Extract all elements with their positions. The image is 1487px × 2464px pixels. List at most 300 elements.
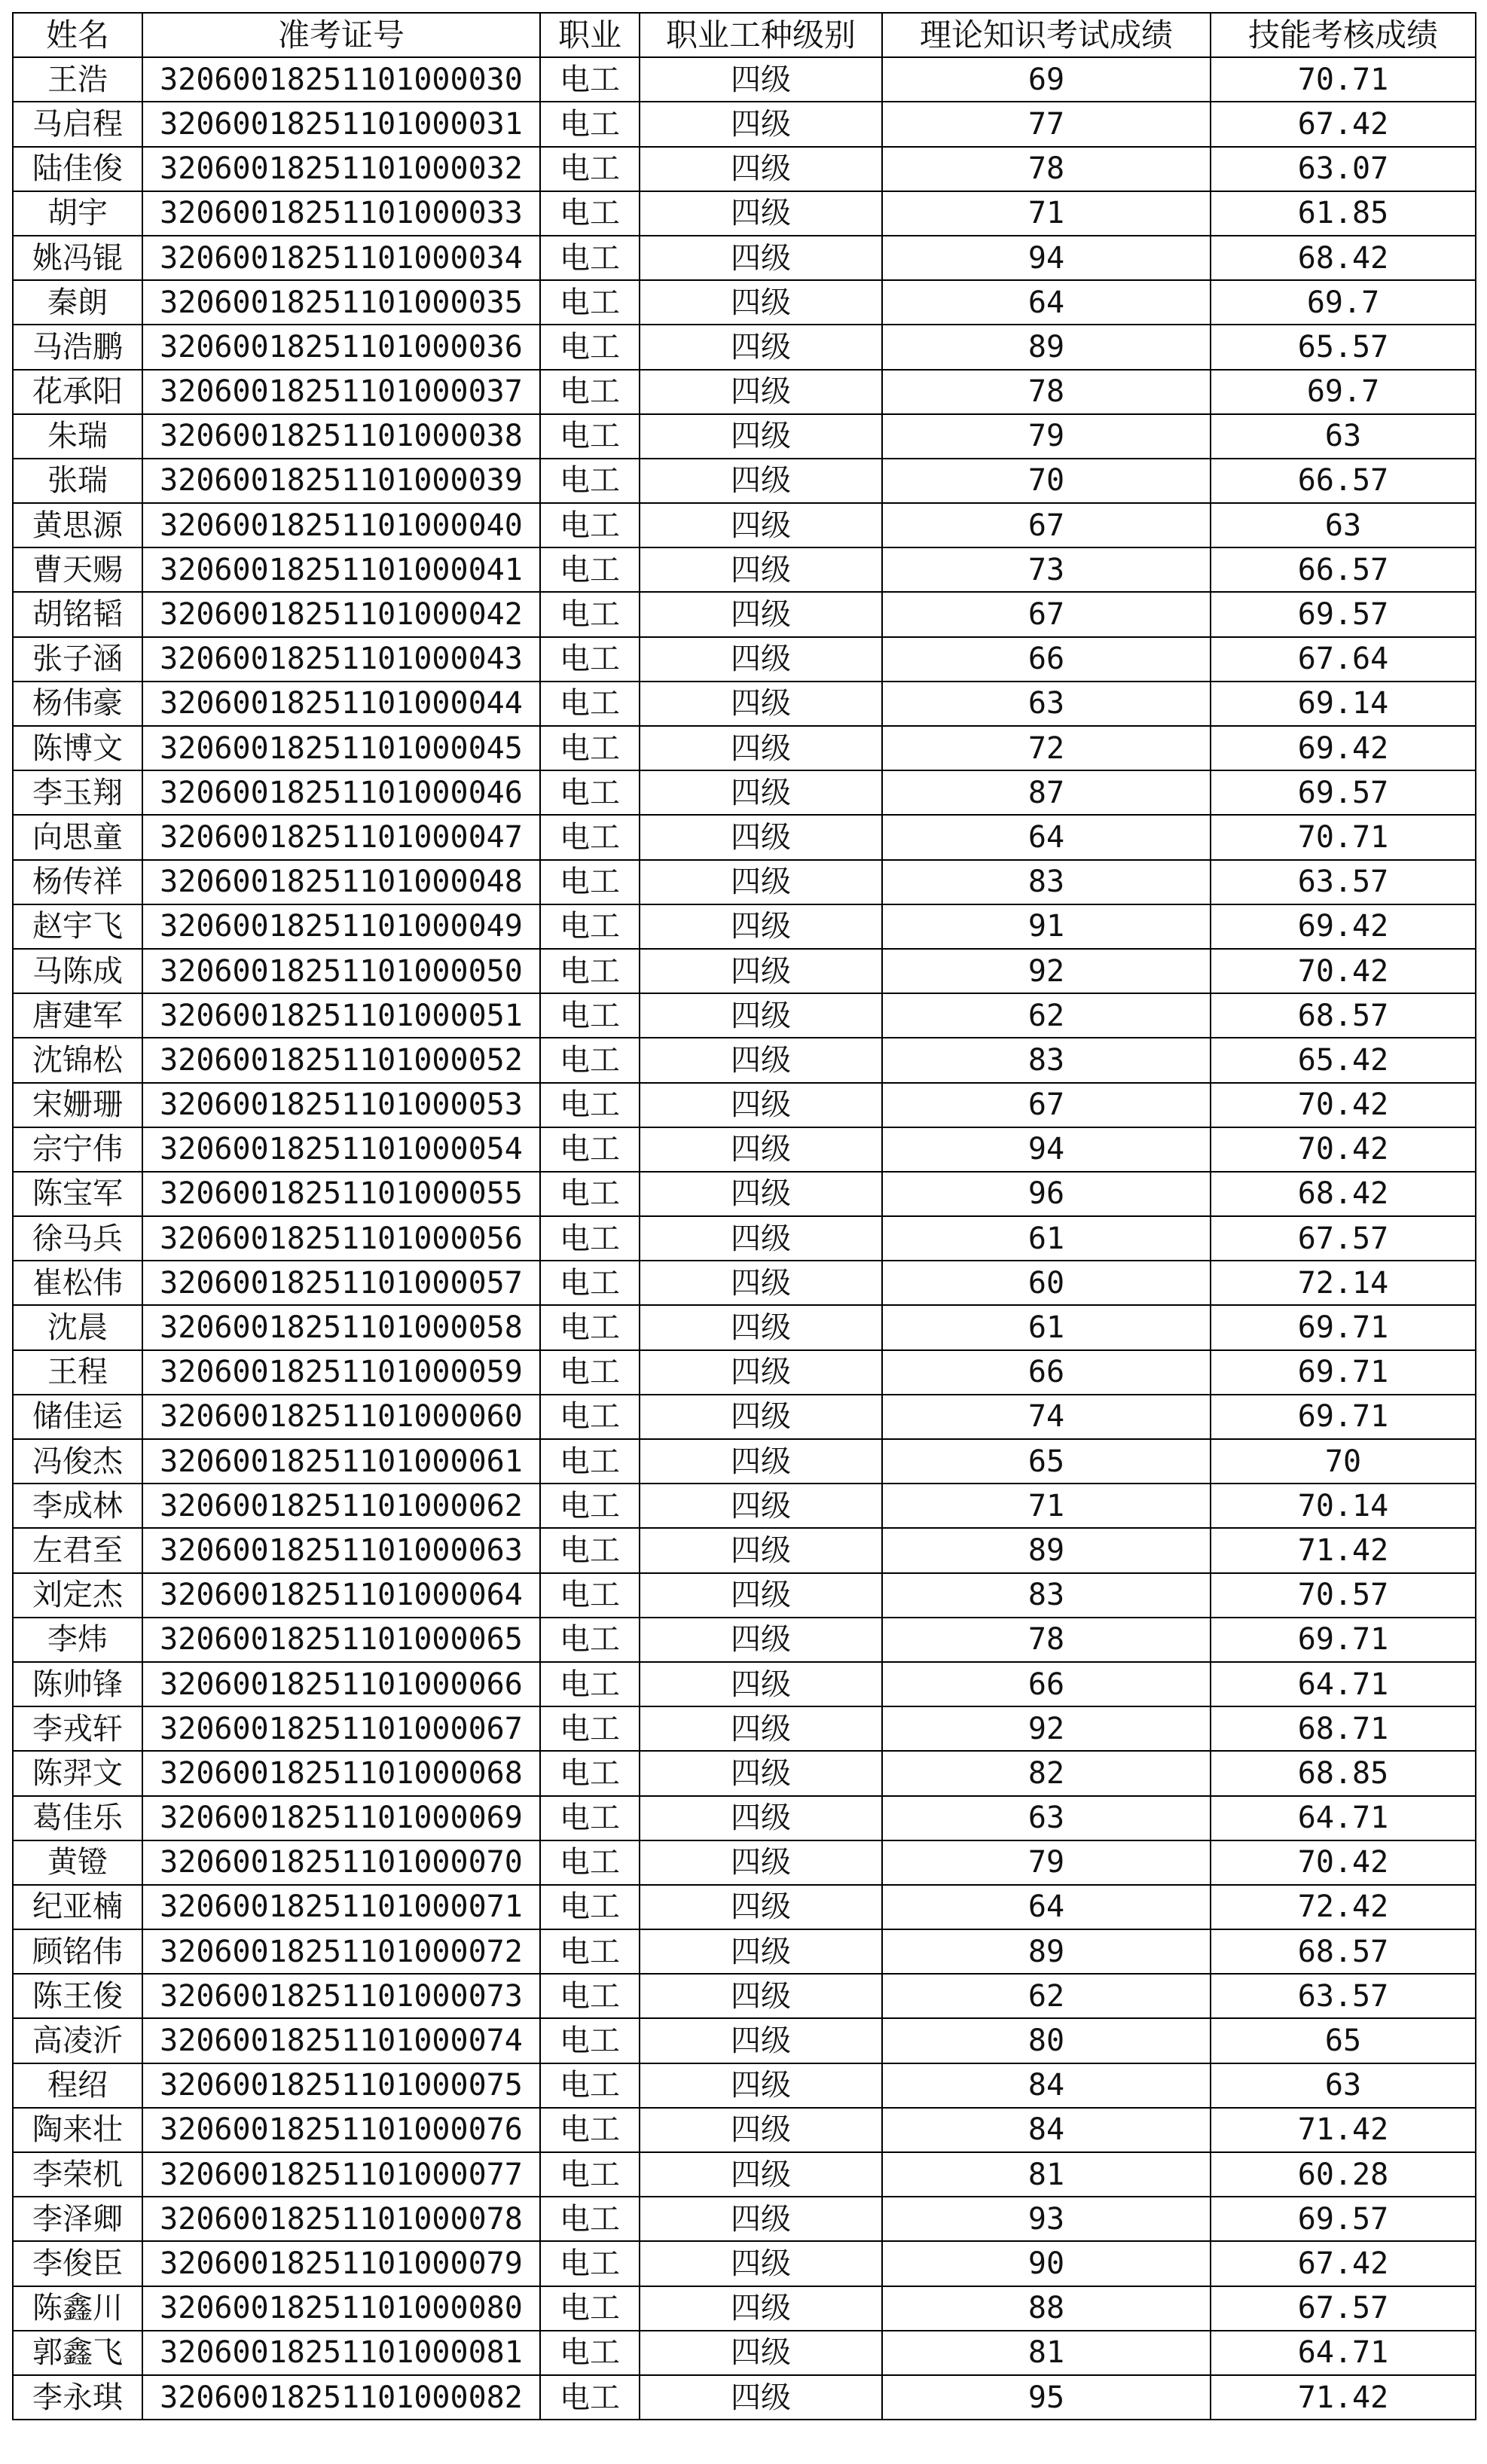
table-row [13,459,1476,503]
cell-exam-id: 32060018251101000031 [142,102,540,146]
cell-name: 胡宇 [13,191,142,236]
table-row [13,2286,1476,2331]
cell-exam-id: 32060018251101000030 [142,57,540,102]
table-row [13,280,1476,325]
cell-name: 向思童 [13,815,142,859]
cell-skill-score: 67.42 [1211,102,1476,146]
cell-level: 四级 [640,147,882,191]
cell-level: 四级 [640,1751,882,1795]
cell-exam-id: 32060018251101000033 [142,191,540,236]
cell-theory-score: 79 [882,1840,1211,1885]
cell-level: 四级 [640,280,882,325]
cell-level: 四级 [640,904,882,949]
cell-theory-score: 74 [882,1395,1211,1439]
cell-occupation: 电工 [540,1840,640,1885]
cell-skill-score: 63 [1211,503,1476,547]
table-row [13,770,1476,815]
cell-theory-score: 90 [882,2241,1211,2286]
cell-name: 刘定杰 [13,1573,142,1618]
cell-level: 四级 [640,949,882,993]
table-row [13,1618,1476,1662]
cell-name: 王程 [13,1350,142,1395]
cell-theory-score: 62 [882,1974,1211,2018]
cell-occupation: 电工 [540,2286,640,2331]
cell-exam-id: 32060018251101000037 [142,370,540,414]
cell-exam-id: 32060018251101000068 [142,1751,540,1795]
cell-occupation: 电工 [540,459,640,503]
cell-skill-score: 66.57 [1211,459,1476,503]
cell-name: 杨传祥 [13,860,142,904]
cell-occupation: 电工 [540,1038,640,1082]
cell-occupation: 电工 [540,1662,640,1706]
cell-skill-score: 69.57 [1211,2197,1476,2241]
cell-exam-id: 32060018251101000062 [142,1484,540,1528]
cell-occupation: 电工 [540,1127,640,1172]
cell-name: 花承阳 [13,370,142,414]
cell-name: 陈羿文 [13,1751,142,1795]
cell-exam-id: 32060018251101000040 [142,503,540,547]
cell-skill-score: 69.71 [1211,1305,1476,1349]
cell-occupation: 电工 [540,2197,640,2241]
table-row [13,2063,1476,2108]
cell-level: 四级 [640,547,882,592]
cell-skill-score: 70 [1211,1439,1476,1484]
cell-skill-score: 60.28 [1211,2152,1476,2197]
cell-name: 左君至 [13,1528,142,1572]
cell-skill-score: 70.71 [1211,815,1476,859]
cell-occupation: 电工 [540,1261,640,1305]
cell-occupation: 电工 [540,637,640,682]
cell-level: 四级 [640,1172,882,1216]
cell-skill-score: 68.85 [1211,1751,1476,1795]
cell-exam-id: 32060018251101000046 [142,770,540,815]
cell-skill-score: 69.7 [1211,280,1476,325]
cell-occupation: 电工 [540,1439,640,1484]
table-row [13,682,1476,726]
cell-skill-score: 65 [1211,2018,1476,2063]
cell-occupation: 电工 [540,414,640,459]
cell-name: 宋姗珊 [13,1083,142,1127]
cell-occupation: 电工 [540,1573,640,1618]
header-name: 姓名 [13,13,142,57]
cell-level: 四级 [640,414,882,459]
table-row [13,1885,1476,1929]
cell-occupation: 电工 [540,147,640,191]
table-row [13,1172,1476,1216]
cell-theory-score: 78 [882,1618,1211,1662]
cell-occupation: 电工 [540,57,640,102]
cell-theory-score: 89 [882,325,1211,369]
cell-exam-id: 32060018251101000064 [142,1573,540,1618]
cell-theory-score: 78 [882,370,1211,414]
cell-skill-score: 63.57 [1211,860,1476,904]
cell-level: 四级 [640,1974,882,2018]
cell-occupation: 电工 [540,1083,640,1127]
cell-skill-score: 70.42 [1211,1083,1476,1127]
cell-name: 马浩鹏 [13,325,142,369]
cell-occupation: 电工 [540,993,640,1038]
table-row [13,1573,1476,1618]
table-row [13,1528,1476,1572]
cell-occupation: 电工 [540,1885,640,1929]
cell-exam-id: 32060018251101000045 [142,726,540,770]
cell-exam-id: 32060018251101000042 [142,592,540,636]
cell-name: 陈博文 [13,726,142,770]
cell-exam-id: 32060018251101000074 [142,2018,540,2063]
cell-theory-score: 91 [882,904,1211,949]
cell-name: 陆佳俊 [13,147,142,191]
cell-theory-score: 84 [882,2108,1211,2152]
cell-name: 葛佳乐 [13,1796,142,1840]
cell-skill-score: 72.14 [1211,1261,1476,1305]
cell-theory-score: 83 [882,1573,1211,1618]
cell-level: 四级 [640,993,882,1038]
cell-skill-score: 68.71 [1211,1706,1476,1751]
table-row [13,1261,1476,1305]
table-row [13,2331,1476,2375]
cell-skill-score: 63.57 [1211,1974,1476,2018]
cell-occupation: 电工 [540,1528,640,1572]
table-row [13,1484,1476,1528]
cell-level: 四级 [640,2152,882,2197]
cell-name: 沈锦松 [13,1038,142,1082]
cell-name: 宗宁伟 [13,1127,142,1172]
cell-exam-id: 32060018251101000050 [142,949,540,993]
cell-level: 四级 [640,325,882,369]
cell-theory-score: 66 [882,1662,1211,1706]
cell-skill-score: 67.42 [1211,2241,1476,2286]
cell-theory-score: 70 [882,459,1211,503]
cell-name: 李戎轩 [13,1706,142,1751]
header-exam-id: 准考证号 [142,13,540,57]
cell-name: 姚冯锟 [13,236,142,280]
cell-theory-score: 89 [882,1528,1211,1572]
cell-theory-score: 73 [882,547,1211,592]
cell-level: 四级 [640,1528,882,1572]
table-row [13,993,1476,1038]
cell-skill-score: 65.57 [1211,325,1476,369]
cell-name: 黄镫 [13,1840,142,1885]
cell-name: 高凌沂 [13,2018,142,2063]
cell-exam-id: 32060018251101000052 [142,1038,540,1082]
table-row [13,191,1476,236]
cell-skill-score: 70.57 [1211,1573,1476,1618]
cell-theory-score: 64 [882,815,1211,859]
cell-level: 四级 [640,2331,882,2375]
cell-skill-score: 70.42 [1211,949,1476,993]
cell-name: 陈王俊 [13,1974,142,2018]
table-row [13,1127,1476,1172]
cell-exam-id: 32060018251101000044 [142,682,540,726]
cell-occupation: 电工 [540,904,640,949]
table-body [13,57,1476,2420]
cell-level: 四级 [640,637,882,682]
cell-occupation: 电工 [540,191,640,236]
table-row [13,1974,1476,2018]
cell-theory-score: 79 [882,414,1211,459]
cell-name: 陈宝军 [13,1172,142,1216]
cell-exam-id: 32060018251101000076 [142,2108,540,2152]
cell-theory-score: 67 [882,592,1211,636]
cell-skill-score: 69.71 [1211,1350,1476,1395]
cell-skill-score: 72.42 [1211,1885,1476,1929]
cell-exam-id: 32060018251101000061 [142,1439,540,1484]
cell-name: 冯俊杰 [13,1439,142,1484]
cell-level: 四级 [640,1439,882,1484]
cell-skill-score: 71.42 [1211,2375,1476,2420]
cell-occupation: 电工 [540,949,640,993]
cell-theory-score: 66 [882,637,1211,682]
cell-name: 陶来壮 [13,2108,142,2152]
cell-occupation: 电工 [540,1706,640,1751]
cell-skill-score: 68.57 [1211,993,1476,1038]
cell-name: 李俊臣 [13,2241,142,2286]
cell-skill-score: 68.42 [1211,1172,1476,1216]
cell-exam-id: 32060018251101000059 [142,1350,540,1395]
cell-exam-id: 32060018251101000080 [142,2286,540,2331]
cell-theory-score: 64 [882,280,1211,325]
cell-exam-id: 32060018251101000053 [142,1083,540,1127]
cell-theory-score: 92 [882,949,1211,993]
cell-theory-score: 96 [882,1172,1211,1216]
table-row [13,147,1476,191]
cell-skill-score: 67.57 [1211,1216,1476,1261]
cell-exam-id: 32060018251101000081 [142,2331,540,2375]
cell-name: 黄思源 [13,503,142,547]
cell-level: 四级 [640,503,882,547]
cell-exam-id: 32060018251101000051 [142,993,540,1038]
cell-level: 四级 [640,1127,882,1172]
table-row [13,1216,1476,1261]
cell-skill-score: 68.42 [1211,236,1476,280]
table-row [13,860,1476,904]
cell-theory-score: 60 [882,1261,1211,1305]
cell-theory-score: 64 [882,1885,1211,1929]
cell-theory-score: 72 [882,726,1211,770]
cell-level: 四级 [640,1662,882,1706]
cell-level: 四级 [640,2108,882,2152]
header-row [13,13,1476,57]
cell-theory-score: 93 [882,2197,1211,2241]
cell-skill-score: 69.42 [1211,904,1476,949]
table-row [13,2241,1476,2286]
cell-occupation: 电工 [540,1305,640,1349]
cell-occupation: 电工 [540,280,640,325]
cell-occupation: 电工 [540,1216,640,1261]
cell-theory-score: 63 [882,1796,1211,1840]
cell-name: 李泽卿 [13,2197,142,2241]
cell-level: 四级 [640,370,882,414]
cell-theory-score: 80 [882,2018,1211,2063]
cell-exam-id: 32060018251101000082 [142,2375,540,2420]
cell-level: 四级 [640,1261,882,1305]
cell-theory-score: 81 [882,2152,1211,2197]
cell-name: 赵宇飞 [13,904,142,949]
cell-skill-score: 70.14 [1211,1484,1476,1528]
cell-occupation: 电工 [540,2331,640,2375]
cell-exam-id: 32060018251101000035 [142,280,540,325]
cell-skill-score: 68.57 [1211,1929,1476,1974]
table-row [13,57,1476,102]
cell-occupation: 电工 [540,1350,640,1395]
cell-exam-id: 32060018251101000034 [142,236,540,280]
cell-theory-score: 89 [882,1929,1211,1974]
cell-occupation: 电工 [540,860,640,904]
cell-skill-score: 64.71 [1211,1796,1476,1840]
cell-occupation: 电工 [540,1484,640,1528]
cell-exam-id: 32060018251101000066 [142,1662,540,1706]
cell-level: 四级 [640,1796,882,1840]
cell-exam-id: 32060018251101000070 [142,1840,540,1885]
cell-name: 马陈成 [13,949,142,993]
cell-level: 四级 [640,1216,882,1261]
cell-exam-id: 32060018251101000067 [142,1706,540,1751]
cell-name: 徐马兵 [13,1216,142,1261]
score-table [12,12,1476,2420]
cell-level: 四级 [640,1885,882,1929]
cell-theory-score: 92 [882,1706,1211,1751]
cell-exam-id: 32060018251101000038 [142,414,540,459]
cell-theory-score: 78 [882,147,1211,191]
cell-skill-score: 63 [1211,2063,1476,2108]
cell-theory-score: 77 [882,102,1211,146]
cell-name: 胡铭韬 [13,592,142,636]
table-row [13,726,1476,770]
cell-exam-id: 32060018251101000073 [142,1974,540,2018]
cell-level: 四级 [640,592,882,636]
cell-theory-score: 67 [882,503,1211,547]
cell-name: 曹天赐 [13,547,142,592]
cell-level: 四级 [640,2018,882,2063]
cell-exam-id: 32060018251101000047 [142,815,540,859]
cell-level: 四级 [640,236,882,280]
cell-theory-score: 81 [882,2331,1211,2375]
cell-skill-score: 67.57 [1211,2286,1476,2331]
cell-theory-score: 71 [882,1484,1211,1528]
cell-theory-score: 94 [882,236,1211,280]
table-row [13,1395,1476,1439]
table-row [13,1751,1476,1795]
cell-skill-score: 64.71 [1211,2331,1476,2375]
cell-name: 朱瑞 [13,414,142,459]
cell-name: 崔松伟 [13,1261,142,1305]
table-row [13,1929,1476,1974]
cell-name: 李玉翔 [13,770,142,815]
cell-exam-id: 32060018251101000077 [142,2152,540,2197]
cell-exam-id: 32060018251101000043 [142,637,540,682]
cell-exam-id: 32060018251101000079 [142,2241,540,2286]
cell-name: 杨伟豪 [13,682,142,726]
cell-exam-id: 32060018251101000039 [142,459,540,503]
cell-name: 李炜 [13,1618,142,1662]
cell-level: 四级 [640,860,882,904]
cell-theory-score: 63 [882,682,1211,726]
cell-occupation: 电工 [540,1395,640,1439]
cell-exam-id: 32060018251101000058 [142,1305,540,1349]
header-occupation: 职业 [540,13,640,57]
table-row [13,1439,1476,1484]
cell-name: 沈晨 [13,1305,142,1349]
cell-exam-id: 32060018251101000041 [142,547,540,592]
table-row [13,325,1476,369]
cell-theory-score: 69 [882,57,1211,102]
cell-exam-id: 32060018251101000063 [142,1528,540,1572]
cell-exam-id: 32060018251101000049 [142,904,540,949]
cell-level: 四级 [640,2197,882,2241]
cell-level: 四级 [640,1083,882,1127]
cell-occupation: 电工 [540,1618,640,1662]
cell-level: 四级 [640,1484,882,1528]
cell-exam-id: 32060018251101000078 [142,2197,540,2241]
cell-name: 张瑞 [13,459,142,503]
cell-level: 四级 [640,1305,882,1349]
table-row [13,904,1476,949]
cell-exam-id: 32060018251101000060 [142,1395,540,1439]
table-row [13,414,1476,459]
cell-skill-score: 63 [1211,414,1476,459]
cell-level: 四级 [640,1573,882,1618]
cell-name: 纪亚楠 [13,1885,142,1929]
cell-occupation: 电工 [540,236,640,280]
table-row [13,949,1476,993]
cell-theory-score: 94 [882,1127,1211,1172]
table-row [13,1305,1476,1349]
cell-exam-id: 32060018251101000069 [142,1796,540,1840]
cell-name: 程绍 [13,2063,142,2108]
cell-name: 陈鑫川 [13,2286,142,2331]
cell-name: 李永琪 [13,2375,142,2420]
cell-level: 四级 [640,1840,882,1885]
table-row [13,2197,1476,2241]
cell-theory-score: 83 [882,1038,1211,1082]
table-row [13,2375,1476,2420]
cell-name: 陈帅锋 [13,1662,142,1706]
cell-theory-score: 65 [882,1439,1211,1484]
cell-theory-score: 71 [882,191,1211,236]
cell-occupation: 电工 [540,815,640,859]
cell-level: 四级 [640,1395,882,1439]
header-level: 职业工种级别 [640,13,882,57]
cell-occupation: 电工 [540,770,640,815]
cell-theory-score: 87 [882,770,1211,815]
cell-occupation: 电工 [540,1974,640,2018]
cell-level: 四级 [640,1929,882,1974]
cell-occupation: 电工 [540,2152,640,2197]
cell-level: 四级 [640,102,882,146]
cell-level: 四级 [640,191,882,236]
cell-exam-id: 32060018251101000032 [142,147,540,191]
cell-theory-score: 62 [882,993,1211,1038]
cell-occupation: 电工 [540,503,640,547]
cell-exam-id: 32060018251101000054 [142,1127,540,1172]
cell-theory-score: 61 [882,1216,1211,1261]
cell-name: 马启程 [13,102,142,146]
table-row [13,2018,1476,2063]
table-row [13,370,1476,414]
cell-skill-score: 69.57 [1211,770,1476,815]
cell-skill-score: 69.14 [1211,682,1476,726]
cell-skill-score: 63.07 [1211,147,1476,191]
cell-level: 四级 [640,2241,882,2286]
cell-name: 秦朗 [13,280,142,325]
cell-level: 四级 [640,770,882,815]
cell-skill-score: 70.71 [1211,57,1476,102]
cell-exam-id: 32060018251101000056 [142,1216,540,1261]
cell-name: 顾铭伟 [13,1929,142,1974]
cell-theory-score: 95 [882,2375,1211,2420]
table-row [13,547,1476,592]
cell-occupation: 电工 [540,1172,640,1216]
